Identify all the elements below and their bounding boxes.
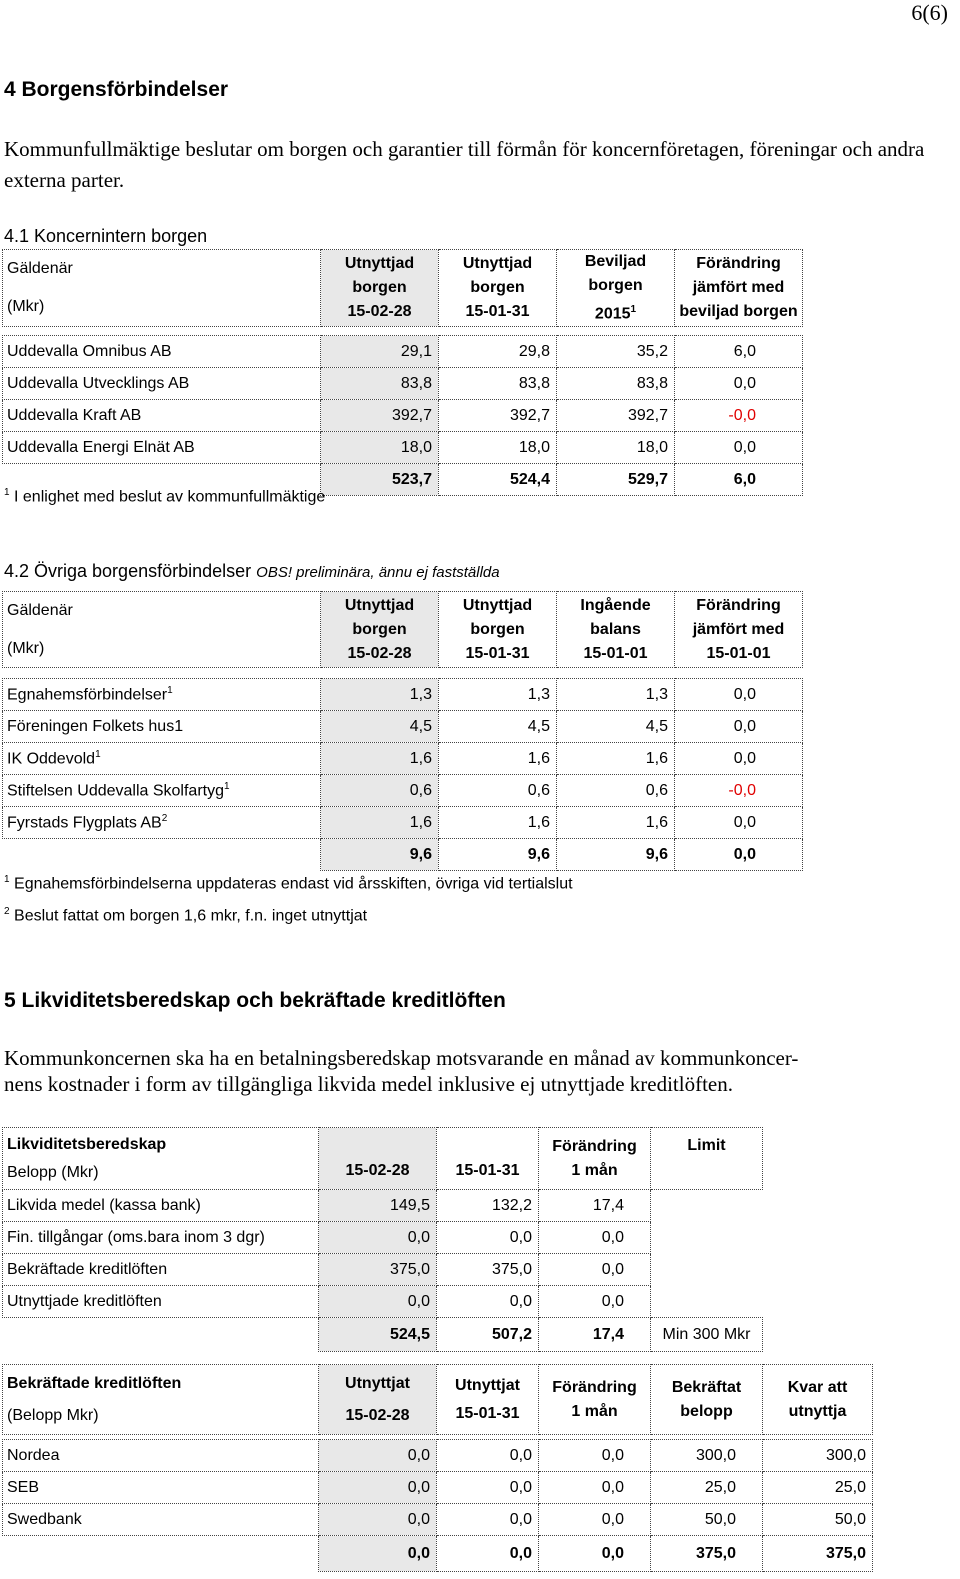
header-label <box>3 592 321 668</box>
header-col-5 <box>763 1365 873 1435</box>
header-col-4 <box>675 592 803 668</box>
cell: 0,6 <box>439 775 557 807</box>
cell: 0,0 <box>437 1504 539 1536</box>
total-cell: 9,6 <box>439 839 557 871</box>
header-col-3 <box>557 250 675 327</box>
section-5-heading: 5 Likviditetsberedskap och bekräftade kreditlöften <box>4 989 506 1012</box>
header-text: 15-01-01 <box>706 644 771 662</box>
header-text: 15-01-31 <box>455 1404 520 1422</box>
header-label-bottom: (Mkr) <box>7 639 45 657</box>
footnote-mark: 1 <box>167 684 173 696</box>
table-koncernintern-borgen <box>2 249 803 496</box>
cell: 35,2 <box>557 336 675 368</box>
section-4-heading: 4 Borgensförbindelser <box>4 78 229 101</box>
total-cell: 0,0 <box>539 1536 651 1572</box>
empty-cell <box>651 1190 763 1318</box>
cell: 0,0 <box>539 1472 651 1504</box>
cell: 0,0 <box>319 1472 437 1504</box>
table-row <box>3 1472 873 1504</box>
row-name: Utnyttjade kreditlöften <box>3 1286 319 1318</box>
cell: 83,8 <box>321 368 439 400</box>
header-text: Förändring <box>552 1378 637 1396</box>
cell: 0,0 <box>675 679 803 711</box>
table-42-title-text: 4.2 Övriga borgensförbindelser <box>4 561 252 581</box>
row-name <box>3 711 321 743</box>
table-row <box>3 336 803 368</box>
cell: 4,5 <box>557 711 675 743</box>
header-text: 15-01-01 <box>583 644 648 662</box>
cell: 25,0 <box>651 1472 763 1504</box>
cell: 1,6 <box>321 807 439 839</box>
section-5-intro-line-1: Kommunkoncernen ska ha en betalningsberedskap motsvarande en månad av kommunkoncer- <box>4 1046 799 1070</box>
cell: 4,5 <box>321 711 439 743</box>
section-4-intro: Kommunfullmäktige beslutar om borgen och garantier till förmån för koncernföretagen, föreningar och andra externa parter. <box>4 137 925 192</box>
header-text: Utnyttjad <box>344 255 415 273</box>
empty-cell <box>3 839 321 871</box>
table-ovriga-borgensforbindelser <box>2 591 803 871</box>
header-text: Ingående <box>580 596 651 614</box>
row-name <box>3 679 321 711</box>
header-col-2: 15-01-31 <box>437 1128 539 1190</box>
header-text: balans <box>590 620 641 638</box>
table-row <box>3 1222 763 1254</box>
row-name: Likvida medel (kassa bank) <box>3 1190 319 1222</box>
cell: 0,0 <box>437 1222 539 1254</box>
total-cell: 375,0 <box>763 1536 873 1572</box>
row-name-text: Stiftelsen Uddevalla Skolfartyg <box>7 782 224 800</box>
header-label <box>3 1365 319 1435</box>
row-name <box>3 775 321 807</box>
header-col-3 <box>539 1365 651 1435</box>
header-text: Förändring <box>696 596 781 614</box>
header-col-4 <box>651 1365 763 1435</box>
footnote-mark: 2 <box>4 906 10 917</box>
empty-cell <box>3 1536 319 1572</box>
cell: 0,0 <box>319 1504 437 1536</box>
cell: 29,1 <box>321 336 439 368</box>
total-cell: 17,4 <box>539 1318 651 1352</box>
footnote-mark: 1 <box>95 748 101 760</box>
header-col-4 <box>675 250 803 327</box>
cell: 0,0 <box>319 1286 437 1318</box>
header-text: beviljad borgen <box>679 303 798 321</box>
header-text: 1 mån <box>571 1161 618 1179</box>
total-row <box>3 839 803 871</box>
total-cell: 524,4 <box>439 464 557 496</box>
header-title: Likviditetsberedskap <box>7 1135 167 1153</box>
header-text: Utnyttjat <box>345 1374 410 1392</box>
table-header-row <box>3 1128 763 1190</box>
footnote-mark: 2 <box>161 812 168 824</box>
table-row <box>3 1504 873 1536</box>
header-col-1 <box>319 1365 437 1435</box>
cell: 1,3 <box>557 679 675 711</box>
header-subtitle: Belopp (Mkr) <box>7 1163 99 1181</box>
header-col-2 <box>439 250 557 327</box>
cell: 0,0 <box>675 807 803 839</box>
cell: 83,8 <box>439 368 557 400</box>
row-name: Bekräftade kreditlöften <box>3 1254 319 1286</box>
header-subtitle: (Belopp Mkr) <box>7 1406 99 1424</box>
cell: 0,6 <box>557 775 675 807</box>
total-cell: 0,0 <box>319 1536 437 1572</box>
cell: 0,0 <box>539 1504 651 1536</box>
table-41-title: 4.1 Koncernintern borgen <box>4 226 208 246</box>
header-text: Förändring <box>696 255 781 273</box>
row-name <box>3 743 321 775</box>
cell: 375,0 <box>319 1254 437 1286</box>
header-text: 1 mån <box>571 1402 618 1420</box>
spacer <box>3 327 803 336</box>
row-name: Nordea <box>3 1440 319 1472</box>
total-cell: 0,0 <box>675 839 803 871</box>
header-year: 2015 <box>594 305 631 323</box>
header-text: borgen <box>588 277 643 294</box>
cell: 0,0 <box>675 711 803 743</box>
footnote-mark: 1 <box>4 874 10 885</box>
total-cell: 0,0 <box>437 1536 539 1572</box>
cell: 392,7 <box>439 400 557 432</box>
footnote-text: I enlighet med beslut av kommunfullmäktige <box>14 488 326 506</box>
cell: 1,6 <box>321 743 439 775</box>
total-cell: 375,0 <box>651 1536 763 1572</box>
header-text: borgen <box>470 279 525 297</box>
cell: 18,0 <box>321 432 439 464</box>
total-cell: 524,5 <box>319 1318 437 1352</box>
footnote-text: Beslut fattat om borgen 1,6 mkr, f.n. inget utnyttjat <box>14 907 368 925</box>
header-col-1 <box>321 250 439 327</box>
header-text: Bekräftat <box>671 1378 742 1396</box>
cell: 0,0 <box>675 432 803 464</box>
header-text: jämfört med <box>692 279 785 297</box>
cell: 0,0 <box>539 1222 651 1254</box>
cell: 0,0 <box>437 1472 539 1504</box>
cell: 0,0 <box>437 1286 539 1318</box>
table-row <box>3 679 803 711</box>
total-cell: 6,0 <box>675 464 803 496</box>
row-name: SEB <box>3 1472 319 1504</box>
header-text: Utnyttjad <box>344 596 415 614</box>
cell: 1,6 <box>557 807 675 839</box>
table-row <box>3 400 803 432</box>
total-row <box>3 1318 763 1352</box>
cell: 50,0 <box>651 1504 763 1536</box>
cell: 375,0 <box>437 1254 539 1286</box>
cell: 300,0 <box>763 1440 873 1472</box>
table-42-footnote-1 <box>4 874 573 893</box>
table-row <box>3 432 803 464</box>
cell-negative: -0,0 <box>675 775 803 807</box>
total-cell: 507,2 <box>437 1318 539 1352</box>
row-name <box>3 807 321 839</box>
row-name-text: IK Oddevold <box>7 750 96 768</box>
table-42-note: OBS! preliminära, ännu ej fastställda <box>256 564 500 581</box>
header-text: 15-01-31 <box>465 303 530 321</box>
header-text: Utnyttjat <box>455 1376 520 1394</box>
table-row <box>3 743 803 775</box>
footnote-mark: 1 <box>224 780 230 792</box>
header-text: Utnyttjad <box>462 255 533 273</box>
cell: 0,6 <box>321 775 439 807</box>
header-label-top: Gäldenär <box>7 260 73 278</box>
header-text: borgen <box>352 620 407 638</box>
table-row <box>3 1440 873 1472</box>
table-row <box>3 775 803 807</box>
spacer <box>3 668 803 679</box>
row-name: Swedbank <box>3 1504 319 1536</box>
header-label-top: Gäldenär <box>7 601 73 619</box>
header-text: jämfört med <box>692 620 785 638</box>
limit-value: Min 300 Mkr <box>651 1318 763 1352</box>
cell: 1,3 <box>439 679 557 711</box>
header-col-1 <box>321 592 439 668</box>
empty-cell <box>3 1318 319 1352</box>
table-row <box>3 368 803 400</box>
header-label <box>3 1128 319 1190</box>
table-row <box>3 1190 763 1222</box>
header-text: 15-02-28 <box>345 1406 410 1424</box>
table-row <box>3 1286 763 1318</box>
table-likviditetsberedskap <box>2 1127 763 1352</box>
header-text: 15-01-31 <box>465 644 530 662</box>
cell: 29,8 <box>439 336 557 368</box>
table-41-footnote <box>4 487 325 506</box>
page-number: 6(6) <box>911 0 948 25</box>
cell: 1,6 <box>439 807 557 839</box>
table-header-row <box>3 592 803 668</box>
header-text: belopp <box>680 1402 733 1420</box>
cell: 0,0 <box>539 1440 651 1472</box>
cell: 0,0 <box>675 368 803 400</box>
footnote-text: Egnahemsförbindelserna uppdateras endast vid årsskiften, övriga vid tertialslut <box>14 875 573 893</box>
total-cell: 9,6 <box>321 839 439 871</box>
table-42-title <box>4 561 500 582</box>
cell: 0,0 <box>319 1222 437 1254</box>
cell: 0,0 <box>675 743 803 775</box>
cell: 17,4 <box>539 1190 651 1222</box>
cell: 0,0 <box>539 1254 651 1286</box>
row-name: Uddevalla Kraft AB <box>3 400 321 432</box>
header-col-2 <box>437 1365 539 1435</box>
cell: 300,0 <box>651 1440 763 1472</box>
header-label-bottom: (Mkr) <box>7 298 45 316</box>
row-name: Uddevalla Omnibus AB <box>3 336 321 368</box>
total-row <box>3 1536 873 1572</box>
row-name-text: Egnahemsförbindelser <box>7 686 168 704</box>
row-name-text: Föreningen Folkets hus1 <box>7 717 184 735</box>
row-name: Uddevalla Energi Elnät AB <box>3 432 321 464</box>
cell: 50,0 <box>763 1504 873 1536</box>
footnote-mark: 1 <box>630 304 637 315</box>
total-cell: 523,7 <box>321 464 439 496</box>
header-text: 15-02-28 <box>347 644 412 662</box>
cell: 18,0 <box>557 432 675 464</box>
cell: 25,0 <box>763 1472 873 1504</box>
cell: 0,0 <box>437 1440 539 1472</box>
header-text: Förändring <box>552 1137 637 1155</box>
cell-negative: -0,0 <box>675 400 803 432</box>
row-name-text: Fyrstads Flygplats AB <box>7 814 162 832</box>
cell: 83,8 <box>557 368 675 400</box>
footnote-mark: 1 <box>4 487 10 498</box>
header-text: Utnyttjad <box>462 596 533 614</box>
header-text: borgen <box>352 279 407 297</box>
table-42-footnote-2 <box>4 906 367 925</box>
header-label <box>3 250 321 327</box>
header-text: Beviljad <box>584 253 647 270</box>
cell: 132,2 <box>437 1190 539 1222</box>
cell: 6,0 <box>675 336 803 368</box>
table-header-row <box>3 1365 873 1435</box>
total-cell: 9,6 <box>557 839 675 871</box>
header-col-limit: Limit <box>651 1128 763 1190</box>
cell: 18,0 <box>439 432 557 464</box>
header-text: Kvar att <box>787 1378 848 1396</box>
table-bekraftade-kreditloften <box>2 1364 873 1572</box>
cell: 392,7 <box>321 400 439 432</box>
row-name: Uddevalla Utvecklings AB <box>3 368 321 400</box>
header-text: borgen <box>470 620 525 638</box>
table-header-row <box>3 250 803 327</box>
header-text: utnyttja <box>788 1402 847 1420</box>
cell: 0,0 <box>539 1286 651 1318</box>
cell: 1,6 <box>557 743 675 775</box>
table-row <box>3 1254 763 1286</box>
table-row <box>3 711 803 743</box>
cell: 1,3 <box>321 679 439 711</box>
header-title: Bekräftade kreditlöften <box>7 1374 182 1392</box>
cell: 4,5 <box>439 711 557 743</box>
total-cell: 529,7 <box>557 464 675 496</box>
header-col-2 <box>439 592 557 668</box>
cell: 1,6 <box>439 743 557 775</box>
header-text <box>561 298 670 326</box>
section-5-intro-line-2: nens kostnader i form av tillgängliga likvida medel inklusive ej utnyttjade kreditlöften. <box>4 1072 733 1096</box>
cell: 149,5 <box>319 1190 437 1222</box>
header-col-1: 15-02-28 <box>319 1128 437 1190</box>
header-text: 15-02-28 <box>347 303 412 321</box>
header-col-3 <box>539 1128 651 1190</box>
table-row <box>3 807 803 839</box>
header-col-3 <box>557 592 675 668</box>
cell: 0,0 <box>319 1440 437 1472</box>
cell: 392,7 <box>557 400 675 432</box>
row-name: Fin. tillgångar (oms.bara inom 3 dgr) <box>3 1222 319 1254</box>
